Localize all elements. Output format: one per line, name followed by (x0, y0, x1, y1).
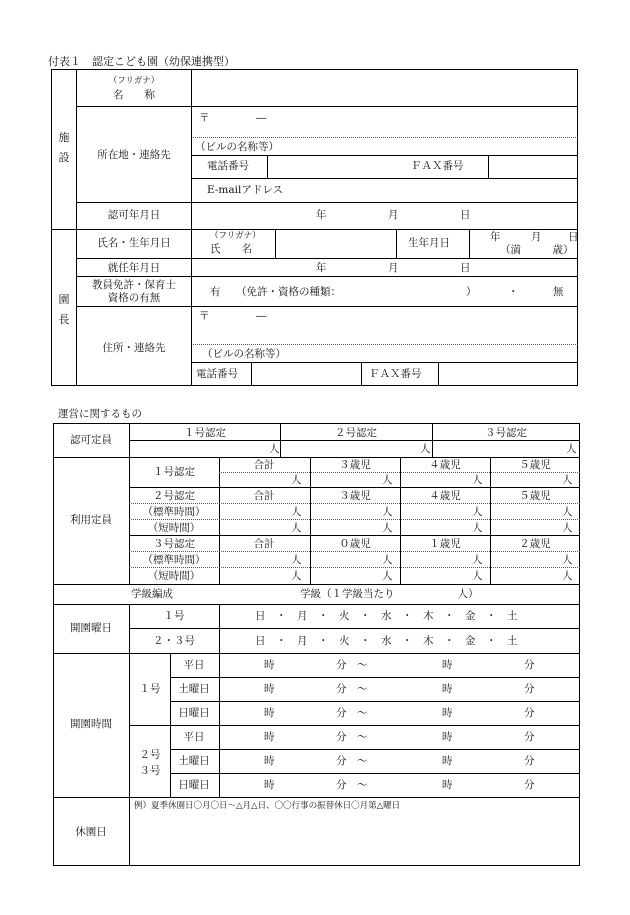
facility-postal-mark: 〒 (199, 112, 210, 124)
usage-cert3-std-person-4: 人 (562, 554, 573, 566)
approval-year: 年 (316, 209, 327, 221)
hours-group1: １号 (139, 683, 161, 695)
hours-g1-sunday: 日曜日 (178, 707, 210, 719)
usage-cert1-person-2: 人 (382, 474, 393, 486)
holiday-label: 休園日 (75, 826, 107, 838)
director-age: （満 歳） (500, 244, 574, 256)
usage-cert3: ３号認定 (153, 538, 195, 550)
usage-cert2-short-person-4: 人 (562, 522, 573, 534)
hours-r5-hour-end: 時 (442, 755, 453, 767)
hours-r1-hour: 時 (264, 659, 275, 671)
hours-r3-minute-tilde: 分 〜 (336, 707, 368, 719)
hours-g2-sunday: 日曜日 (178, 779, 210, 791)
usage-cert2-standard: （標準時間） (142, 506, 206, 518)
license-close: ） (466, 286, 477, 298)
usage-cert2-total: 合計 (253, 490, 275, 502)
director-address-label: 住所・連絡先 (102, 342, 166, 354)
class-value: 学級（１学級当たり 人） (300, 588, 479, 600)
hours-g2-saturday: 土曜日 (178, 755, 210, 767)
usage-cert2-short-person-2: 人 (382, 522, 393, 534)
hours-r4-minute-end: 分 (524, 731, 535, 743)
director-appointment-label: 就任年月日 (107, 262, 161, 274)
usage-label: 利用定員 (70, 514, 112, 526)
hours-r3-hour-end: 時 (442, 707, 453, 719)
hours-r3-minute-end: 分 (524, 707, 535, 719)
director-furigana: （フリガナ） (210, 231, 261, 241)
usage-cert1: １号認定 (153, 466, 195, 478)
hours-r5-minute-end: 分 (524, 755, 535, 767)
open-days-line-1: 日 ・ 月 ・ 火 ・ 水 ・ 木 ・ 金 ・ 土 (255, 610, 518, 622)
page-title: 付表１ 認定こども園（幼保連携型） (48, 55, 235, 68)
hours-group2: ２号 (139, 749, 161, 761)
facility-section-label: 施設 (58, 131, 70, 164)
director-name-dob-label: 氏名・生年月日 (97, 237, 171, 249)
facility-fax-label: ＦＡＸ番号 (411, 160, 464, 172)
usage-cert2-std-person-3: 人 (472, 506, 483, 518)
usage-cert2-short: （短時間） (147, 522, 201, 534)
usage-cert3-short-person-3: 人 (472, 570, 483, 582)
usage-cert3-std-person-1: 人 (291, 554, 302, 566)
approval-month: 月 (388, 209, 399, 221)
hours-g1-saturday: 土曜日 (178, 683, 210, 695)
usage-cert3-std-person-2: 人 (382, 554, 393, 566)
usage-cert2-age3: ３歳児 (339, 490, 371, 502)
capacity-person-3: 人 (566, 443, 577, 455)
hours-g1-weekday: 平日 (183, 659, 205, 671)
table1-border (51, 69, 578, 386)
facility-postal-dash: ― (256, 112, 267, 124)
license-no: 無 (553, 286, 564, 298)
facility-address-label: 所在地・連絡先 (97, 149, 171, 161)
hours-r1-minute-end: 分 (524, 659, 535, 671)
director-postal-dash: ― (256, 310, 267, 322)
hours-r5-hour: 時 (264, 755, 275, 767)
usage-cert3-age0: ０歳児 (339, 538, 371, 550)
director-license-label-1: 教員免許・保育士 (92, 279, 176, 291)
license-bullet: ・ (508, 286, 519, 298)
director-phone-label: 電話番号 (196, 368, 238, 380)
director-dob-label: 生年月日 (408, 237, 450, 249)
capacity-cert1: １号認定 (184, 427, 226, 439)
usage-cert3-short-person-1: 人 (291, 570, 302, 582)
appointment-year: 年 (316, 262, 327, 274)
usage-cert2-short-person-3: 人 (472, 522, 483, 534)
capacity-cert2: ２号認定 (335, 427, 377, 439)
hours-r3-hour: 時 (264, 707, 275, 719)
usage-cert2-std-person-2: 人 (382, 506, 393, 518)
director-fax-label: ＦＡＸ番号 (369, 368, 422, 380)
director-building: （ビルの名称等） (202, 348, 286, 360)
facility-name-furigana: （フリガナ） (108, 76, 160, 86)
usage-cert2: ２号認定 (153, 490, 195, 502)
facility-email-label: E-mailアドレス (207, 184, 284, 196)
director-section-label: 園長 (58, 293, 70, 326)
hours-r4-minute-tilde: 分 〜 (336, 731, 368, 743)
hours-r5-minute-tilde: 分 〜 (336, 755, 368, 767)
facility-name-label: 名 称 (113, 89, 155, 101)
usage-cert2-short-person-1: 人 (291, 522, 302, 534)
usage-cert3-total: 合計 (253, 538, 275, 550)
open-days-type1: １号 (163, 610, 185, 622)
license-type: （免許・資格の種類： (236, 286, 341, 298)
usage-cert1-person-3: 人 (472, 474, 483, 486)
usage-cert1-total: 合計 (253, 459, 275, 471)
usage-cert3-age1: １歳児 (429, 538, 461, 550)
capacity-person-1: 人 (269, 443, 280, 455)
capacity-person-2: 人 (420, 443, 431, 455)
usage-cert2-std-person-4: 人 (562, 506, 573, 518)
director-name-label: 氏 名 (210, 243, 252, 255)
hours-g2-weekday: 平日 (183, 731, 205, 743)
usage-cert2-std-person-1: 人 (291, 506, 302, 518)
hours-r4-hour: 時 (264, 731, 275, 743)
open-days-line-2: 日 ・ 月 ・ 火 ・ 水 ・ 木 ・ 金 ・ 土 (255, 635, 518, 647)
usage-cert3-standard: （標準時間） (142, 554, 206, 566)
hours-r2-minute-tilde: 分 〜 (336, 683, 368, 695)
hours-r6-minute-end: 分 (524, 779, 535, 791)
open-days-type23: ２・３号 (153, 635, 195, 647)
license-yes: 有 (210, 286, 221, 298)
hours-r6-hour-end: 時 (442, 779, 453, 791)
dob-day: 日 (568, 231, 579, 243)
facility-phone-label: 電話番号 (207, 160, 249, 172)
hours-group3: ３号 (139, 765, 161, 777)
hours-r4-hour-end: 時 (442, 731, 453, 743)
holiday-example: 例）夏季休園日〇月〇日〜△月△日、〇〇行事の振替休日〇月第△曜日 (134, 801, 401, 811)
capacity-cert3: ３号認定 (485, 427, 527, 439)
usage-cert2-age4: ４歳児 (429, 490, 461, 502)
hours-r6-minute-tilde: 分 〜 (336, 779, 368, 791)
hours-r2-hour-end: 時 (442, 683, 453, 695)
usage-cert3-age2: ２歳児 (519, 538, 551, 550)
usage-cert3-short-person-2: 人 (382, 570, 393, 582)
appointment-month: 月 (388, 262, 399, 274)
director-postal-mark: 〒 (199, 310, 210, 322)
hours-r6-hour: 時 (264, 779, 275, 791)
hours-r2-hour: 時 (264, 683, 275, 695)
usage-cert3-std-person-3: 人 (472, 554, 483, 566)
facility-building: （ビルの名称等） (195, 141, 279, 153)
usage-cert1-age5: ５歳児 (519, 459, 551, 471)
usage-cert1-age4: ４歳児 (429, 459, 461, 471)
hours-label: 開園時間 (70, 718, 112, 730)
approval-day: 日 (460, 209, 471, 221)
dob-year: 年 (490, 231, 501, 243)
hours-r1-minute-tilde: 分 〜 (336, 659, 368, 671)
usage-cert3-short: （短時間） (147, 570, 201, 582)
usage-cert1-age3: ３歳児 (339, 459, 371, 471)
hours-r2-minute-end: 分 (524, 683, 535, 695)
usage-cert2-age5: ５歳児 (519, 490, 551, 502)
open-days-label: 開園曜日 (70, 622, 112, 634)
hours-r1-hour-end: 時 (442, 659, 453, 671)
appointment-day: 日 (460, 262, 471, 274)
usage-cert1-person-1: 人 (291, 474, 302, 486)
usage-cert1-person-4: 人 (562, 474, 573, 486)
class-label: 学級編成 (131, 588, 173, 600)
dob-month: 月 (531, 231, 542, 243)
usage-cert3-short-person-4: 人 (562, 570, 573, 582)
capacity-label: 認可定員 (70, 434, 112, 446)
facility-approval-label: 認可年月日 (107, 209, 161, 221)
operation-heading: 運営に関するもの (58, 408, 142, 420)
director-license-label-2: 資格の有無 (107, 292, 161, 304)
